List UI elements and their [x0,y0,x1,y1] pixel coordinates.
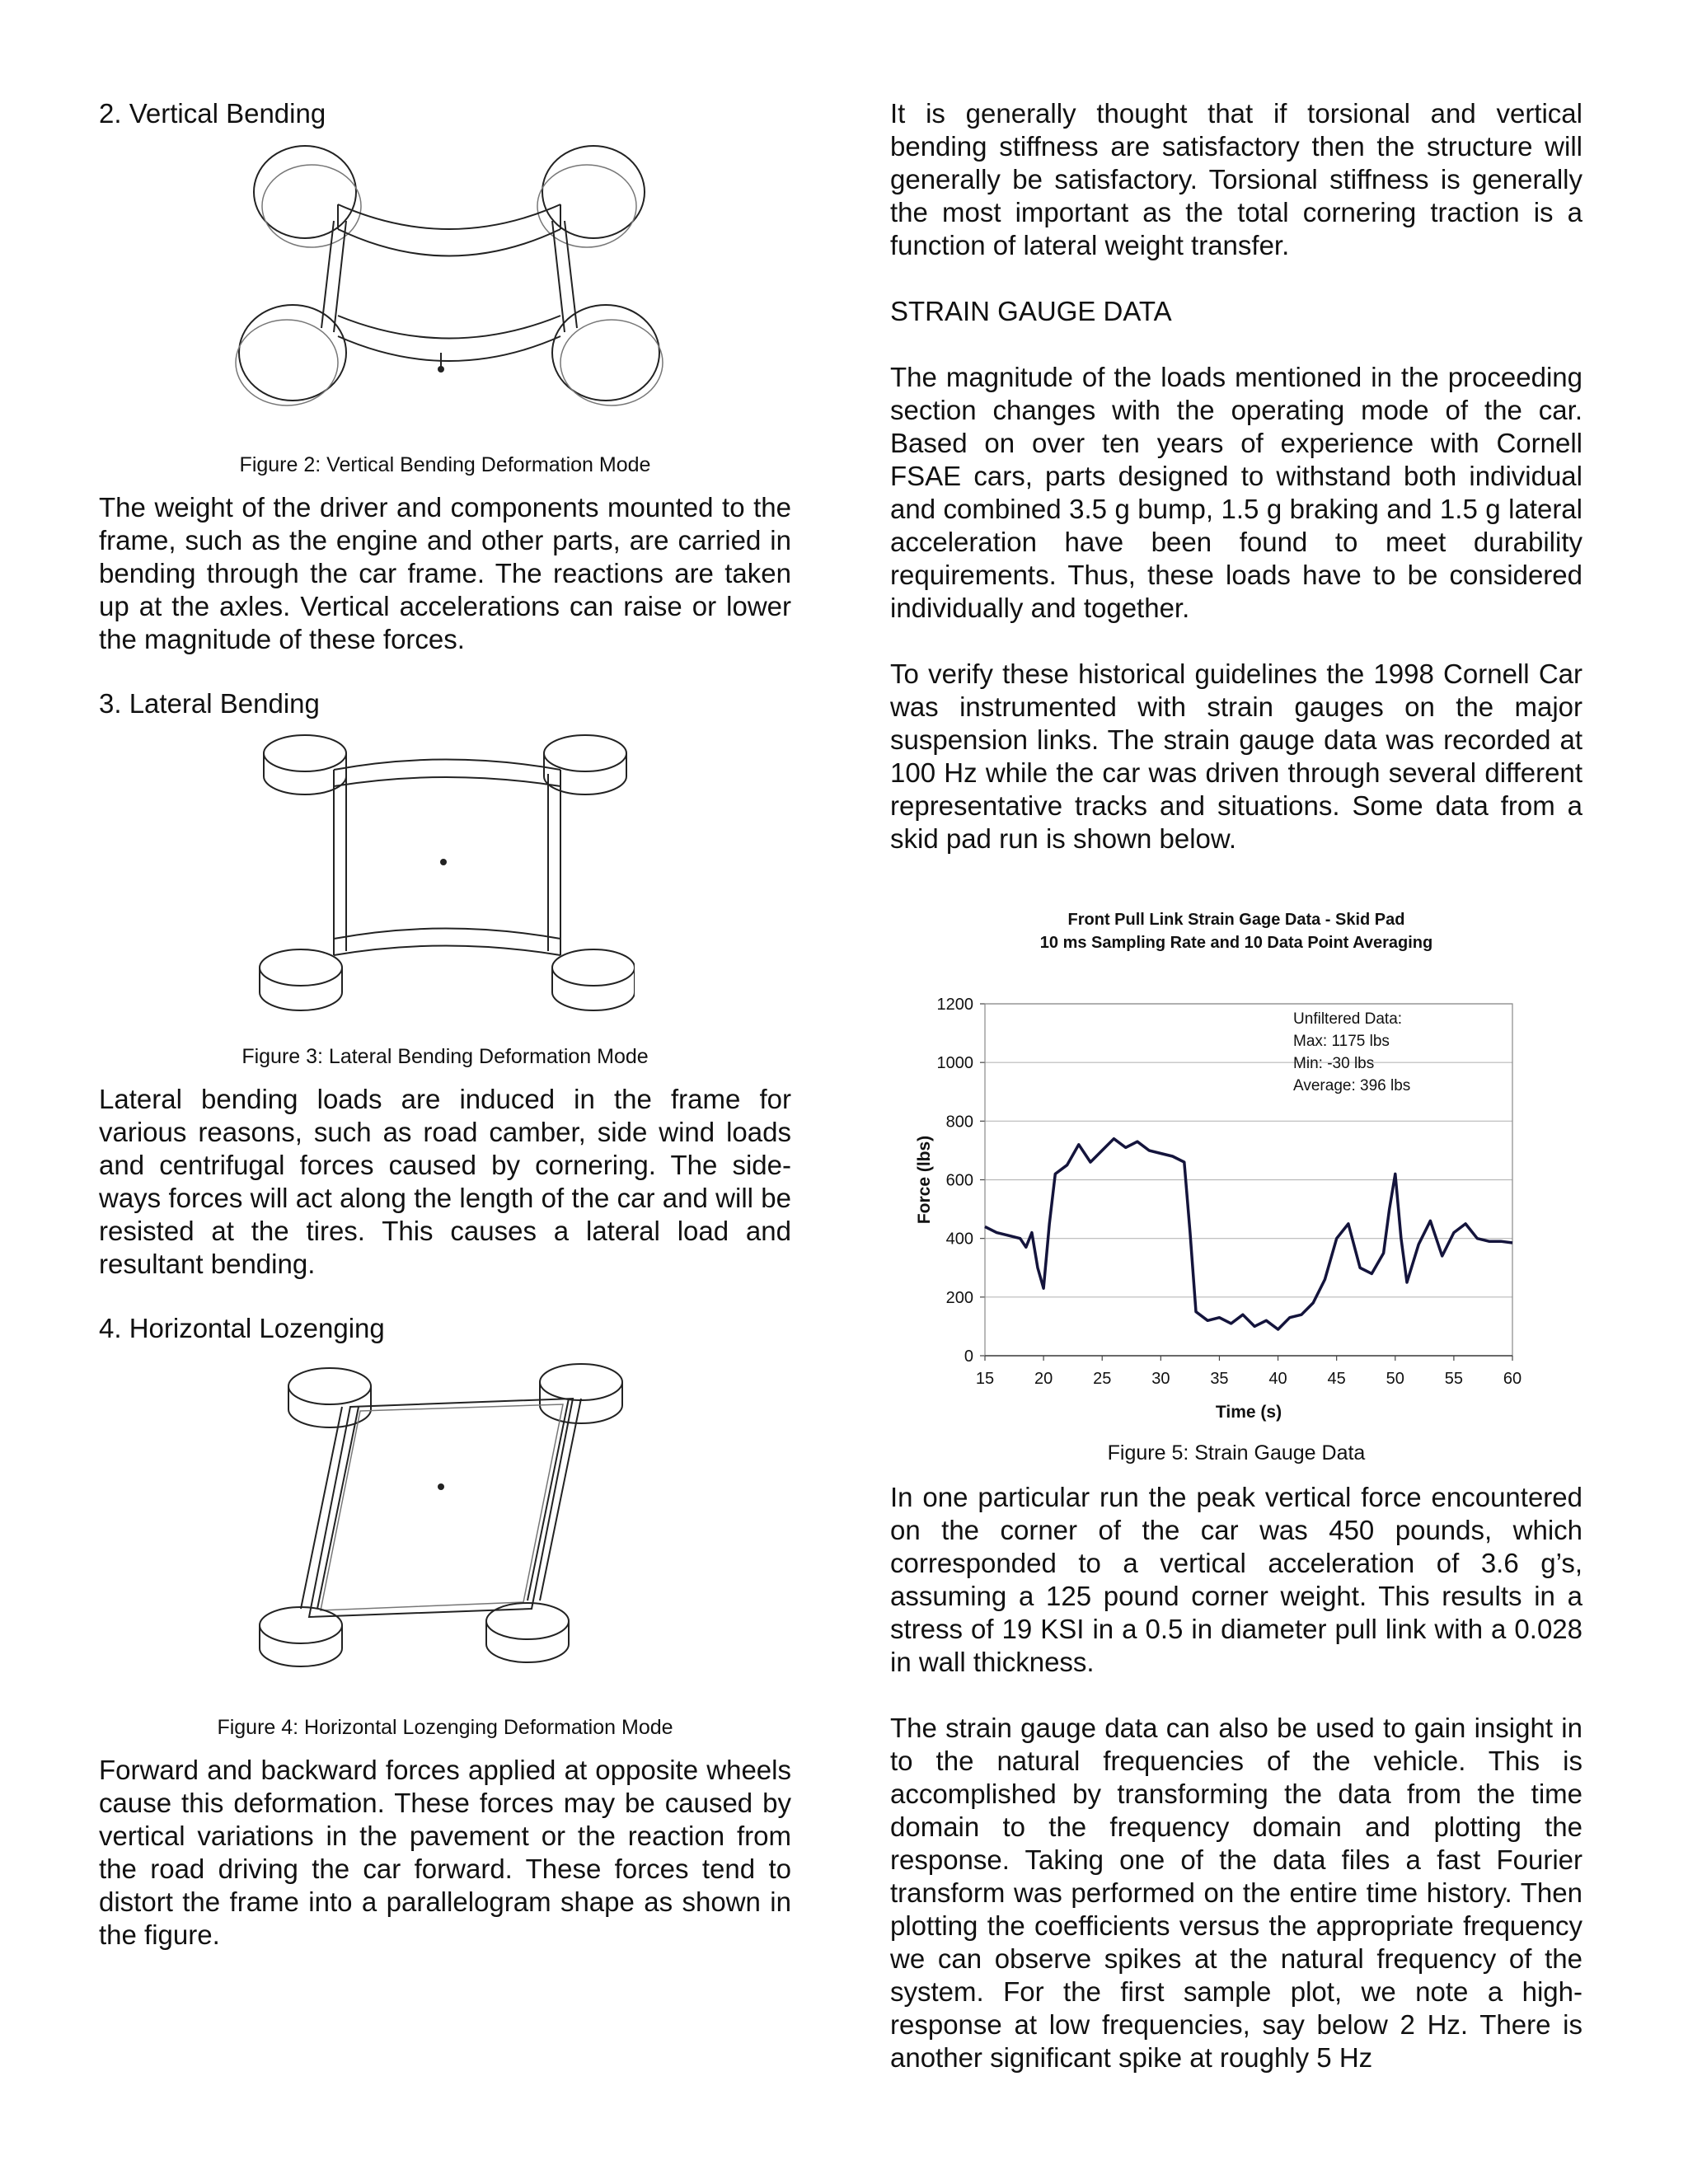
paragraph-stiffness: It is generally thought that if torsional and vertical bending stiffness are satisfactory then the structure will generally be satisfactory. Torsional stiffness is generally the most important as the total cornering traction is a function of lateral weight transfer. [890,98,1582,260]
chart-subtitle: 10 ms Sampling Rate and 10 Data Point Averaging [1039,934,1433,952]
section-heading-vertical-bending: 2. Vertical Bending [99,98,326,129]
y-tick-label: 1200 [936,996,973,1014]
series-line [985,1139,1512,1329]
x-tick-label: 30 [1151,1370,1170,1388]
y-tick-label: 600 [945,1171,973,1190]
y-tick-label: 400 [945,1230,973,1249]
paragraph-lateral-bending: Lateral bending loads are induced in the frame for various reasons, such as road camber, side wind loads and centrifugal forces caused by cornering. The side-ways forces will act along the length of the car and will be resisted at the tires. This causes a lateral load and resultant bending. [99,1084,791,1279]
y-tick-label: 1000 [936,1054,973,1073]
figure-2-vertical-bending-diagram [214,130,676,435]
section-heading-lateral-bending: 3. Lateral Bending [99,688,320,719]
section-heading-strain-gauge-data: STRAIN GAUGE DATA [890,296,1172,326]
x-tick-label: 60 [1503,1370,1522,1388]
x-tick-label: 35 [1210,1370,1229,1388]
paragraph-instrumentation: To verify these historical guidelines the 1998 Cornell Car was instrumented with strain gauges on the major suspension links. The strain gauge data was recorded at 100 Hz while the car was driven through several different representative tracks and situations. Some data from a skid pad run is shown below. [890,658,1582,854]
paragraph-load-magnitude: The magnitude of the loads mentioned in the proceeding section changes with the operating mode of the car. Based on over ten years of experience with Cornell FSAE cars, parts designed to withstand both individual and combined 3.5 g bump, 1.5 g braking and 1.5 g lateral acceleration have been found to meet durability requirements. Thus, these loads have to be considered individually and together. [890,362,1582,623]
x-tick-label: 25 [1093,1370,1112,1388]
right-column [890,97,1582,2074]
x-tick-label: 55 [1444,1370,1464,1388]
annotation-line: Min: -30 lbs [1293,1055,1375,1072]
left-column [99,97,791,1952]
figure-4-horizontal-lozenging-diagram [251,1345,639,1691]
x-tick-label: 45 [1327,1370,1346,1388]
section-heading-horizontal-lozenging: 4. Horizontal Lozenging [99,1313,385,1343]
annotation-line: Average: 396 lbs [1293,1077,1411,1094]
paragraph-natural-frequencies: The strain gauge data can also be used to gain insight in to the natural frequencies of the vehicle. This is accomplished by transforming the data from the time domain to the frequency domain and plotting the response. Taking one of the data files a fast Fourier transform was performed on the entire time history. Then plotting the coefficients versus the appropriate frequency we can observe spikes at the natural frequency of the system. For the first sample plot, we note a high-response at low frequencies, say below 2 Hz. There is another significant spike at roughly 5 Hz [890,1713,1582,2073]
figure-4-caption: Figure 4: Horizontal Lozenging Deformation Mode [217,1716,673,1739]
x-tick-label: 40 [1268,1370,1287,1388]
figure-3-lateral-bending-diagram [256,720,635,1033]
annotation-line: Unfiltered Data: [1293,1010,1403,1028]
y-tick-label: 800 [945,1113,973,1132]
x-tick-label: 15 [975,1370,995,1388]
x-axis-label: Time (s) [1215,1403,1282,1422]
x-tick-label: 50 [1386,1370,1404,1388]
y-axis-label: Force (lbs) [915,1135,934,1225]
figure-2-caption: Figure 2: Vertical Bending Deformation Mode [239,453,651,476]
figure-3-caption: Figure 3: Lateral Bending Deformation Mode [241,1045,649,1068]
paragraph-horizontal-lozenging: Forward and backward forces applied at opposite wheels cause this deformation. These forces may be caused by vertical variations in the pavement or the reaction from the road driving the car forward. These forces tend to distort the frame into a parallelogram shape as shown in the figure. [99,1755,791,1950]
x-tick-label: 20 [1034,1370,1053,1388]
figure-5-caption: Figure 5: Strain Gauge Data [1107,1441,1366,1465]
paragraph-peak-force: In one particular run the peak vertical force encountered on the corner of the car was 450 pounds, which corresponded to a vertical acceleration of 3.6 g’s, assuming a 125 pound corner weight. This results in a stress of 19 KSI in a 0.5 in diameter pull link with a 0.028 in wall thickness. [890,1482,1582,1677]
y-tick-label: 200 [945,1288,973,1307]
y-tick-label: 0 [964,1347,973,1366]
chart-title: Front Pull Link Strain Gage Data - Skid Pad [1067,911,1405,929]
paragraph-vertical-bending: The weight of the driver and components mounted to the frame, such as the engine and other parts, are carried in bending through the car frame. The reactions are taken up at the axles. Vertical accelerations can raise or lower the magnitude of these forces. [99,492,791,654]
chart-plot [890,954,1582,1432]
strain-gauge-chart [890,908,1582,1436]
annotation-line: Max: 1175 lbs [1293,1033,1390,1050]
